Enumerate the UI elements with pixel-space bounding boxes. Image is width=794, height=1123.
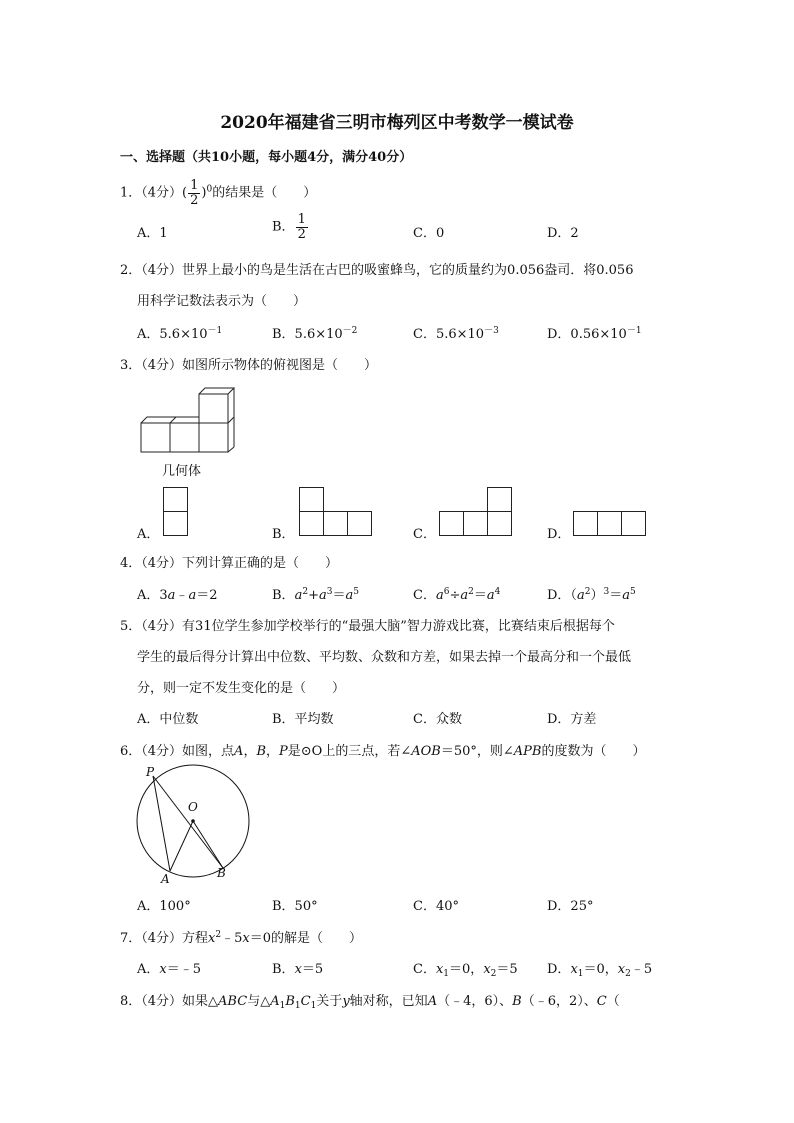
q7-c-end: ＝5 (496, 962, 518, 977)
q4-d-var1: a (576, 588, 585, 603)
q4-d-exp3: 5 (629, 587, 636, 597)
q5-option-d: D．方差 (547, 712, 597, 727)
q6-angle-aob: AOB (411, 744, 441, 759)
q4-c-prefix: C． (413, 588, 436, 603)
q4-c-var2: a (460, 588, 469, 603)
q1-option-a: A．1 (137, 226, 168, 241)
q7-b-x: x (294, 962, 302, 977)
q4-option-d (547, 584, 636, 603)
q7-c-sub2: 2 (490, 969, 497, 979)
q1-b-den: 2 (297, 226, 306, 242)
q8-text-mid: 与△ (247, 994, 271, 1009)
q4-c-exp2: 2 (468, 587, 474, 597)
q4-a-var2: a (188, 588, 197, 603)
q3-figure-caption: 几何体 (162, 464, 202, 479)
q6-text-end: 的度数为（ ） (541, 744, 646, 759)
q8-point-c: C (596, 994, 607, 1009)
q3-solid-figure (138, 388, 243, 454)
q4-option-c (413, 584, 500, 603)
q7-c-x1: x (435, 962, 444, 977)
q8-sub1: 1 (279, 1001, 286, 1011)
q4-b-var3: a (345, 588, 354, 603)
q8-point-b: B (512, 994, 522, 1009)
q1-number: 1．（4分） (120, 185, 183, 201)
q4-option-b (272, 584, 359, 603)
q8-y-axis: y (342, 994, 350, 1009)
q7-c-mid: ＝0， (449, 962, 484, 977)
q2-line-1: 2．（4分）世界上最小的鸟是生活在古巴的吸蜜蜂鸟，它的质量约为0.056盎司．将0.056 (120, 263, 634, 278)
q7-d-x2: x (617, 962, 626, 977)
q8-text (120, 990, 620, 1011)
q8-sub2: 1 (294, 1001, 301, 1011)
q2-option-a (137, 323, 222, 342)
q7-c-pre: C． (413, 962, 436, 977)
section-heading: 一、选择题（共10小题，每小题4分，满分40分） (120, 150, 413, 165)
q2-option-d (547, 323, 642, 342)
q7-a-pre: A． (137, 962, 160, 977)
q6-option-d: D．25° (547, 899, 594, 914)
q2-option-c (413, 323, 499, 342)
q7-d-sub1: 1 (577, 969, 584, 979)
q8-coord-b: （﹣6，2）、 (521, 994, 597, 1009)
page-title: 2020年福建省三明市梅列区中考数学一模试卷 (220, 113, 574, 133)
q3-option-c-view (439, 487, 514, 537)
q1-option-c: C．0 (413, 226, 445, 241)
q2-line-2: 用科学记数法表示为（ ） (137, 294, 307, 309)
q8-text-pre: 8．（4分）如果△ (120, 994, 219, 1009)
q7-d-x1: x (570, 962, 578, 977)
q1-b-num: 1 (297, 212, 306, 227)
q1-tail: 的结果是（ ） (212, 185, 317, 201)
q4-a-end: ＝2 (196, 588, 218, 603)
q1-power: 0 (206, 184, 213, 195)
q2-d-exp: －1 (626, 326, 642, 336)
q7-option-d (547, 958, 652, 979)
q4-b-exp3: 5 (353, 587, 359, 597)
q6-label-o: O (188, 800, 198, 814)
q2-b-exp: －2 (342, 326, 358, 336)
q4-b-var2: a (318, 588, 327, 603)
q1-fraction (188, 179, 200, 207)
q6-text-mid2: ＝50°，则∠ (440, 744, 514, 759)
q4-d-eq: ＝ (609, 588, 623, 603)
q7-d-mid: ＝0， (583, 962, 618, 977)
q8-text-mid3: 轴对称，已知 (349, 994, 428, 1009)
q4-b-plus: + (308, 588, 319, 603)
q4-b-prefix: B． (272, 588, 295, 603)
q5-option-c: C．众数 (413, 712, 462, 727)
q5-option-b: B．平均数 (272, 712, 334, 727)
q7-exp: 2 (215, 930, 222, 940)
q7-var-x2: x (242, 931, 250, 946)
q4-c-exp1: 6 (443, 587, 450, 597)
q2-b-base: B．5.6×10 (272, 327, 343, 342)
q8-coord-c: （ (606, 994, 620, 1009)
q6-option-a: A．100° (137, 899, 191, 914)
q1-frac-den: 2 (190, 192, 199, 208)
q8-c1: C (300, 994, 311, 1009)
q5-line-1: 5．（4分）有31位学生参加学校举行的“最强大脑”智力游戏比赛，比赛结束后根据每个 (120, 619, 615, 634)
q6-label-p: P (146, 765, 155, 779)
q4-c-var3: a (486, 588, 495, 603)
q5-line-3: 分，则一定不发生变化的是（ ） (137, 681, 346, 696)
q7-c-x2: x (483, 962, 491, 977)
q2-a-base: A．5.6×10 (137, 327, 208, 342)
q8-b1: B (285, 994, 295, 1009)
q6-circle-diagram (135, 762, 255, 886)
q2-c-exp: －3 (484, 326, 499, 336)
q3-option-a-view (163, 487, 189, 537)
q4-b-exp2: 3 (326, 587, 333, 597)
q7-b-end: ＝5 (301, 962, 324, 977)
q3-option-c-label: C． (413, 527, 436, 542)
q3-option-b-view (299, 487, 374, 537)
q3-option-d-view (573, 511, 648, 537)
q7-b-pre: B． (272, 962, 295, 977)
q4-d-exp1: 2 (584, 587, 591, 597)
q7-c-sub1: 1 (443, 969, 450, 979)
q2-a-exp: －1 (207, 326, 223, 336)
q6-point-p: P (279, 744, 288, 759)
q8-point-a: A (427, 994, 438, 1009)
q6-option-c: C．40° (413, 899, 459, 914)
q7-text (120, 927, 362, 946)
q4-d-close: ） (590, 588, 604, 603)
q1-frac-num: 1 (190, 178, 199, 193)
q1-b-prefix: B． (272, 219, 295, 235)
q3-option-a-label: A． (137, 527, 160, 542)
q6-point-b: B (256, 744, 267, 759)
q7-text-mid: ﹣5 (221, 931, 243, 946)
q4-c-eq: ＝ (473, 588, 487, 603)
q4-a-var1: a (167, 588, 176, 603)
q4-c-exp3: 4 (494, 587, 501, 597)
q6-option-b: B．50° (272, 899, 318, 914)
q1-paren-open: ( (182, 185, 188, 201)
q3-text: 3．（4分）如图所示物体的俯视图是（ ） (120, 358, 378, 373)
q3-option-b-label: B． (272, 527, 295, 542)
q4-d-exp2: 3 (603, 587, 610, 597)
q7-text-end: ＝0的解是（ ） (249, 931, 363, 946)
q2-option-b (272, 323, 357, 342)
q2-c-base: C．5.6×10 (413, 327, 485, 342)
q4-b-eq: ＝ (332, 588, 346, 603)
q8-a1: A (270, 994, 280, 1009)
q4-b-exp1: 2 (302, 587, 309, 597)
q7-d-sub2: 2 (625, 969, 631, 979)
q5-line-2: 学生的最后得分计算出中位数、平均数、众数和方差，如果去掉一个最高分和一个最低 (137, 650, 632, 665)
q4-d-var3: a (622, 588, 630, 603)
q7-option-a (137, 958, 201, 977)
q6-angle-apb: APB (513, 744, 542, 759)
q7-option-c (413, 958, 518, 979)
q6-comma-1: ， (243, 744, 257, 759)
q8-sub3: 1 (310, 1001, 317, 1011)
q5-option-a: A．中位数 (137, 712, 199, 727)
q8-text-mid2: 关于 (316, 994, 343, 1009)
q4-b-var1: a (294, 588, 303, 603)
q8-triangle-abc: ABC (218, 994, 248, 1009)
q6-text-mid: 是⊙O上的三点，若∠ (287, 744, 412, 759)
q4-a-prefix: A．3 (137, 588, 168, 603)
q1-option-d: D．2 (547, 226, 579, 241)
q7-d-pre: D． (547, 962, 571, 977)
q7-option-b (272, 958, 323, 977)
q4-text: 4．（4分）下列计算正确的是（ ） (120, 556, 339, 571)
q6-text-pre: 6．（4分）如图，点 (120, 744, 235, 759)
q4-a-minus: ﹣ (175, 588, 189, 603)
q4-option-a (137, 584, 218, 603)
q7-a-end: ＝﹣5 (166, 962, 202, 977)
q6-label-a: A (161, 872, 170, 886)
q7-var-x: x (208, 931, 216, 946)
q6-label-b: B (217, 866, 226, 880)
q7-text-pre: 7．（4分）方程 (120, 931, 209, 946)
q4-c-div: ÷ (449, 588, 461, 603)
q1-paren-close: ) (201, 185, 207, 201)
q7-d-end: ﹣5 (630, 962, 653, 977)
q6-point-a: A (234, 744, 244, 759)
q3-option-d-label: D． (547, 527, 571, 542)
q8-coord-a: （﹣4，6）、 (437, 994, 513, 1009)
q1-option-b (272, 213, 309, 241)
q4-d-prefix: D．（ (547, 588, 577, 603)
q4-c-var1: a (435, 588, 444, 603)
q6-comma-2: ， (266, 744, 280, 759)
q7-a-x: x (159, 962, 167, 977)
question-1 (120, 179, 316, 207)
q2-d-base: D．0.56×10 (547, 327, 627, 342)
q1-b-fraction (296, 213, 308, 241)
q6-text (120, 740, 646, 759)
